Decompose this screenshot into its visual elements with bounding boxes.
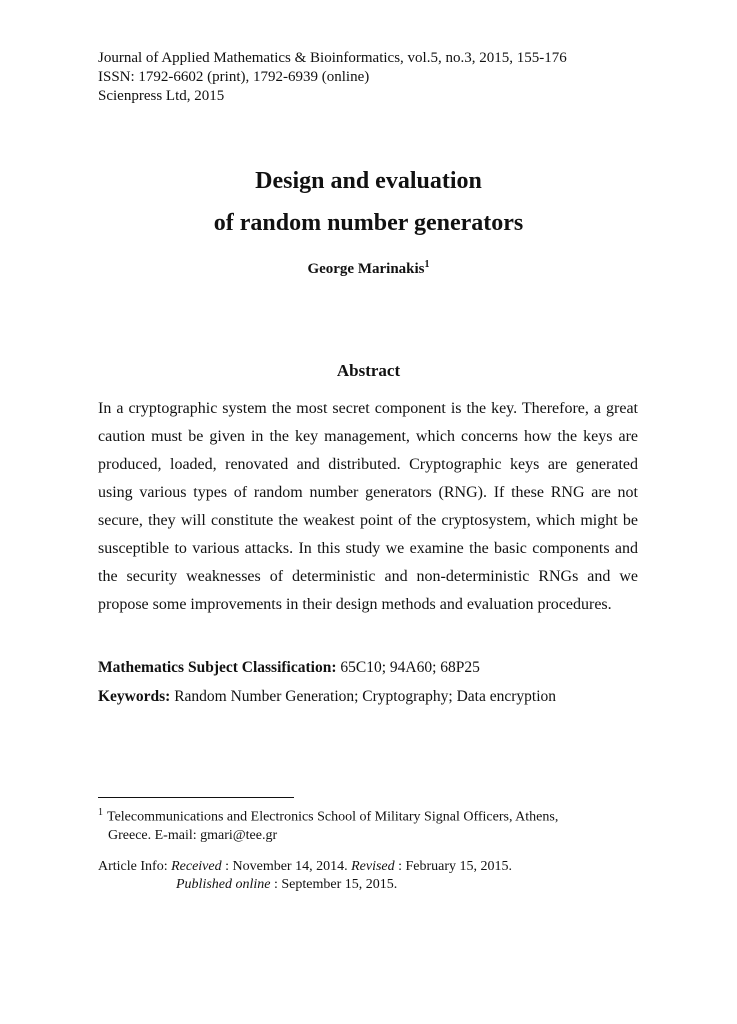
keywords-label: Keywords: — [98, 688, 171, 705]
published-date: : September 15, 2015. — [270, 877, 398, 892]
journal-header — [98, 49, 567, 106]
journal-issn: ISSN: 1792-6602 (print), 1792-6939 (online) — [98, 69, 370, 85]
revised-label: Revised — [351, 859, 395, 874]
footnote-divider — [98, 797, 294, 798]
abstract-line: secure, they will constitute the weakest point of the cryptosystem, which might be — [98, 512, 638, 529]
abstract-line: susceptible to various attacks. In this study we examine the basic components and — [98, 540, 638, 557]
author-footnote-marker: 1 — [424, 259, 430, 270]
abstract-body — [98, 395, 638, 619]
author-line — [0, 259, 737, 278]
msc-classification — [98, 659, 480, 677]
footnote-marker: 1 — [98, 807, 103, 818]
received-label: Received — [171, 859, 222, 874]
author-name: George Marinakis — [307, 261, 425, 277]
abstract-line: the security weaknesses of deterministic and non-deterministic RNGs and we — [98, 568, 638, 585]
footnote — [98, 804, 558, 845]
abstract-line: using various types of random number generators (RNG). If these RNG are not — [98, 484, 638, 501]
keywords-value: Random Number Generation; Cryptography; Data encryption — [170, 688, 557, 705]
article-info — [98, 858, 512, 894]
abstract-line: propose some improvements in their design methods and evaluation procedures. — [98, 596, 612, 613]
journal-publisher: Scienpress Ltd, 2015 — [98, 88, 225, 104]
article-info-label: Article Info: — [98, 859, 172, 874]
revised-date: : February 15, 2015. — [394, 859, 513, 874]
msc-value: 65C10; 94A60; 68P25 — [336, 659, 480, 676]
paper-title-line-2: of random number generators — [213, 210, 524, 236]
footnote-email: Greece. E-mail: gmari@tee.gr — [108, 827, 278, 843]
abstract-line: produced, loaded, renovated and distributed. Cryptographic keys are generated — [98, 456, 638, 473]
abstract-line: caution must be given in the key management, which concerns how the keys are — [98, 428, 638, 445]
journal-citation: Journal of Applied Mathematics & Bioinformatics, vol.5, no.3, 2015, 155-176 — [98, 50, 567, 66]
abstract-line: In a cryptographic system the most secret component is the key. Therefore, a great — [98, 400, 638, 417]
published-label: Published online — [176, 877, 271, 892]
msc-label: Mathematics Subject Classification: — [98, 659, 337, 676]
received-date: : November 14, 2014. — [221, 859, 352, 874]
keywords — [98, 688, 556, 706]
footnote-affiliation: Telecommunications and Electronics School of Military Signal Officers, Athens, — [107, 809, 559, 825]
paper-title-line-1: Design and evaluation — [255, 168, 482, 194]
abstract-heading: Abstract — [336, 361, 401, 380]
